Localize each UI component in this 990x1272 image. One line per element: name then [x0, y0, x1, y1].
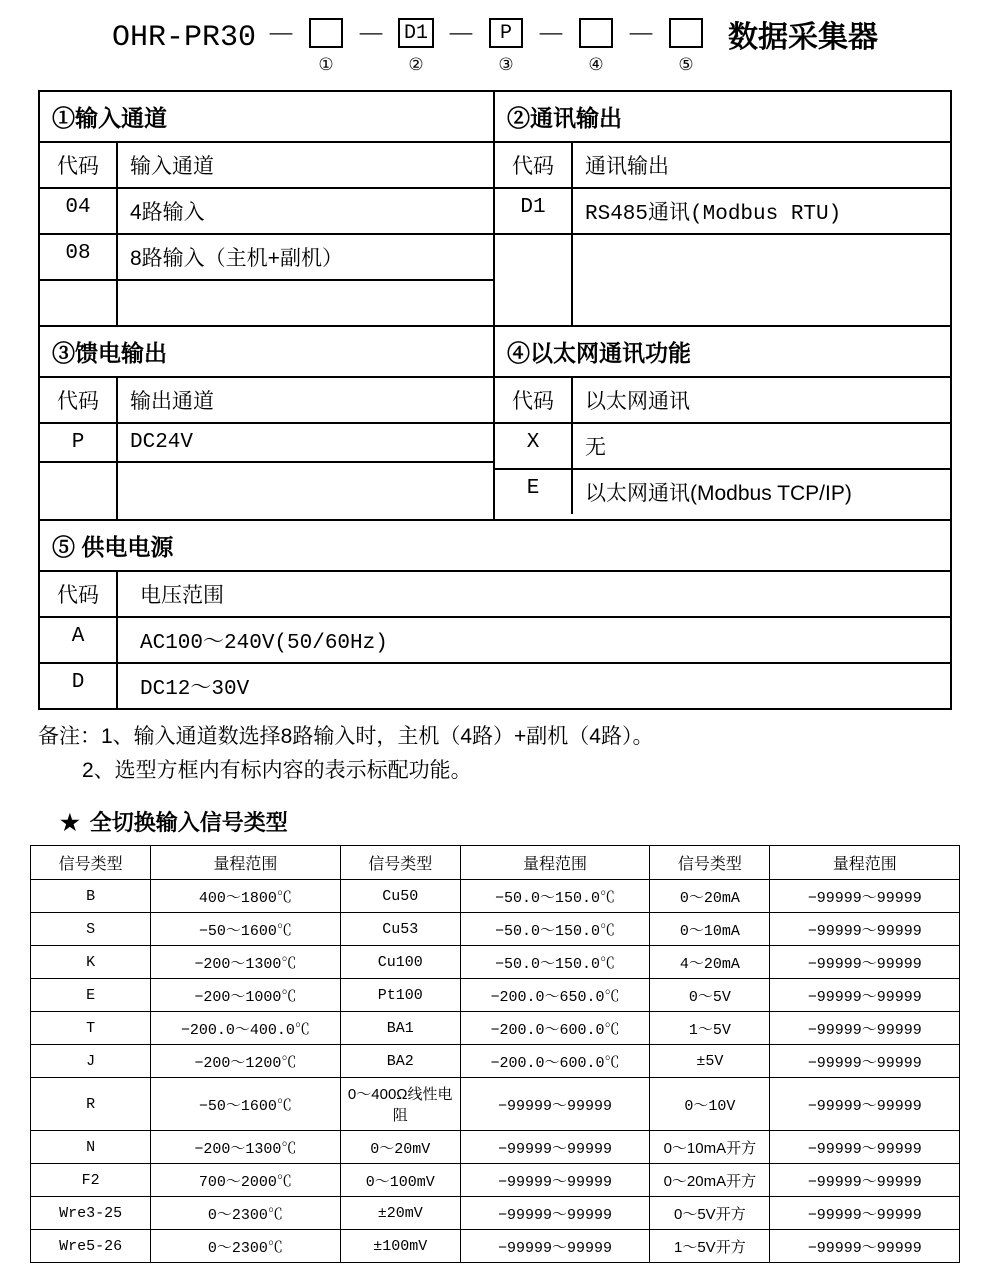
- signal-header-0: 信号类型: [31, 846, 151, 880]
- signal-cell-5-2: BA2: [340, 1045, 460, 1078]
- section-5-name-header: 电压范围: [140, 584, 224, 607]
- dash-4: －: [626, 21, 657, 55]
- signal-cell-9-2: ±20mV: [340, 1197, 460, 1230]
- signal-cell-4-0: T: [31, 1012, 151, 1045]
- signal-cell-6-3: −99999～99999: [460, 1078, 649, 1131]
- section-3-column-headers: [40, 378, 493, 424]
- signal-cell-8-1: 700～2000℃: [151, 1164, 340, 1197]
- model-segment-5: [658, 18, 714, 76]
- section-2-row-0-desc: RS485通讯(Modbus RTU): [585, 203, 842, 226]
- section-2-heading: ②通讯输出: [495, 92, 950, 143]
- signal-cell-9-4: 0～5V开方: [650, 1197, 770, 1230]
- signal-cell-1-5: −99999～99999: [770, 913, 960, 946]
- signal-header-5: 量程范围: [770, 846, 960, 880]
- signal-header-4: 信号类型: [650, 846, 770, 880]
- section-3-row-0-code: P: [40, 424, 118, 461]
- table-row[interactable]: [40, 424, 493, 463]
- selection-row-1: [40, 92, 950, 325]
- section-1-row-0-desc: 4路输入: [130, 201, 205, 224]
- section-3-code-header: 代码: [40, 378, 118, 422]
- signal-cell-8-4: 0～20mA开方: [650, 1164, 770, 1197]
- signal-cell-9-1: 0～2300℃: [151, 1197, 340, 1230]
- section-1-row-1-desc: 8路输入（主机+副机）: [130, 247, 343, 270]
- section-1-row-1-code: 08: [40, 235, 118, 279]
- signal-cell-4-4: 1～5V: [650, 1012, 770, 1045]
- signal-cell-6-4: 0～10V: [650, 1078, 770, 1131]
- signal-cell-4-5: −99999～99999: [770, 1012, 960, 1045]
- table-row: [31, 1012, 960, 1045]
- model-segment-1-number: ①: [318, 55, 334, 74]
- table-row: [31, 979, 960, 1012]
- signal-cell-1-0: S: [31, 913, 151, 946]
- signal-header-3: 量程范围: [460, 846, 649, 880]
- model-segment-3-number: ③: [498, 55, 514, 74]
- signal-cell-0-0: B: [31, 880, 151, 913]
- signal-cell-5-4: ±5V: [650, 1045, 770, 1078]
- section-3-filler-desc: [118, 463, 493, 519]
- selection-row-2: [40, 325, 950, 519]
- section-4-row-0-desc: 无: [585, 436, 606, 459]
- signal-cell-4-2: BA1: [340, 1012, 460, 1045]
- signal-cell-5-1: −200～1200℃: [151, 1045, 340, 1078]
- table-row: [31, 880, 960, 913]
- section-ethernet: [495, 327, 950, 519]
- section-1-code-header: 代码: [40, 143, 118, 187]
- model-segment-2-number: ②: [408, 55, 424, 74]
- table-row: [31, 1197, 960, 1230]
- section-2-filler-code: [495, 235, 573, 325]
- note-line-1: 备注：1、输入通道数选择8路输入时，主机（4路）+副机（4路）。: [38, 725, 654, 748]
- signal-cell-7-5: −99999～99999: [770, 1131, 960, 1164]
- section-2-code-header: 代码: [495, 143, 573, 187]
- table-row[interactable]: [40, 664, 950, 708]
- signal-header-2: 信号类型: [340, 846, 460, 880]
- model-segment-5-box[interactable]: [669, 18, 703, 48]
- section-5-row-0-desc: AC100～240V(50/60Hz): [140, 632, 388, 655]
- selection-table: [38, 90, 952, 710]
- signal-cell-5-0: J: [31, 1045, 151, 1078]
- table-row: [31, 1078, 960, 1131]
- signal-cell-2-1: −200～1300℃: [151, 946, 340, 979]
- signal-cell-7-3: −99999～99999: [460, 1131, 649, 1164]
- section-4-heading: ④以太网通讯功能: [495, 327, 950, 378]
- product-title: 数据采集器: [728, 21, 879, 54]
- signal-cell-3-3: −200.0～650.0℃: [460, 979, 649, 1012]
- signal-cell-2-2: Cu100: [340, 946, 460, 979]
- table-row: [31, 1164, 960, 1197]
- signal-cell-1-1: −50～1600℃: [151, 913, 340, 946]
- signal-cell-7-2: 0～20mV: [340, 1131, 460, 1164]
- model-segment-1-box[interactable]: [309, 18, 343, 48]
- signal-cell-9-0: Wre3-25: [31, 1197, 151, 1230]
- signal-cell-3-1: −200～1000℃: [151, 979, 340, 1012]
- signal-cell-4-1: −200.0～400.0℃: [151, 1012, 340, 1045]
- table-row[interactable]: [40, 618, 950, 664]
- model-segment-1: [298, 18, 354, 76]
- section-2-filler: [495, 235, 950, 325]
- model-name: OHR-PR30: [111, 21, 257, 55]
- signal-header-1: 量程范围: [151, 846, 340, 880]
- section-1-filler-desc: [118, 281, 493, 325]
- section-4-name-header: 以太网通讯: [585, 390, 690, 413]
- signal-cell-4-3: −200.0～600.0℃: [460, 1012, 649, 1045]
- signal-cell-10-0: Wre5-26: [31, 1230, 151, 1263]
- model-segment-4-box[interactable]: [579, 18, 613, 48]
- signal-cell-8-0: F2: [31, 1164, 151, 1197]
- section-4-row-1-desc: 以太网通讯(Modbus TCP/IP): [585, 482, 852, 505]
- section-5-row-1-code: D: [40, 664, 118, 708]
- section-power-input: [40, 521, 950, 708]
- section-3-heading: ③馈电输出: [40, 327, 493, 378]
- model-segment-3-box[interactable]: P: [489, 18, 523, 48]
- section-5-heading: ⑤ 供电电源: [40, 521, 950, 572]
- signal-cell-8-3: −99999～99999: [460, 1164, 649, 1197]
- section-2-name-header: 通讯输出: [585, 155, 669, 178]
- signal-cell-3-2: Pt100: [340, 979, 460, 1012]
- model-segment-3: [478, 18, 534, 76]
- signal-cell-9-3: −99999～99999: [460, 1197, 649, 1230]
- signal-cell-9-5: −99999～99999: [770, 1197, 960, 1230]
- signal-cell-6-5: −99999～99999: [770, 1078, 960, 1131]
- signal-table-header-row: [31, 846, 960, 880]
- table-row: [31, 1131, 960, 1164]
- section-2-filler-desc: [573, 235, 950, 325]
- table-row: [31, 913, 960, 946]
- table-row[interactable]: [40, 235, 493, 281]
- dash-2: －: [446, 21, 477, 55]
- section-input-channel: [40, 92, 495, 325]
- signal-cell-3-0: E: [31, 979, 151, 1012]
- table-row: [31, 1230, 960, 1263]
- signal-cell-10-4: 1～5V开方: [650, 1230, 770, 1263]
- signal-cell-7-0: N: [31, 1131, 151, 1164]
- table-row[interactable]: [495, 189, 950, 235]
- note-line-2: 2、选型方框内有标内容的表示标配功能。: [82, 759, 472, 782]
- section-comm-output: [495, 92, 950, 325]
- signal-cell-5-5: −99999～99999: [770, 1045, 960, 1078]
- signal-cell-10-2: ±100mV: [340, 1230, 460, 1263]
- section-4-row-0-code: X: [495, 424, 573, 468]
- signal-title-text: 全切换输入信号类型: [89, 810, 288, 835]
- signal-cell-2-3: −50.0～150.0℃: [460, 946, 649, 979]
- section-5-row-1-desc: DC12～30V: [140, 678, 250, 701]
- signal-cell-6-0: R: [31, 1078, 151, 1131]
- signal-cell-0-2: Cu50: [340, 880, 460, 913]
- section-3-row-0-desc: DC24V: [130, 431, 194, 454]
- table-row: [31, 1045, 960, 1078]
- table-row[interactable]: [495, 470, 950, 514]
- star-icon: ★: [60, 810, 80, 835]
- model-segment-4: [568, 18, 624, 76]
- section-1-filler-code: [40, 281, 118, 325]
- signal-cell-1-4: 0～10mA: [650, 913, 770, 946]
- section-3-filler: [40, 463, 493, 519]
- signal-cell-8-5: −99999～99999: [770, 1164, 960, 1197]
- signal-cell-6-1: −50～1600℃: [151, 1078, 340, 1131]
- section-5-column-headers: [40, 572, 950, 618]
- signal-cell-0-5: −99999～99999: [770, 880, 960, 913]
- signal-cell-3-5: −99999～99999: [770, 979, 960, 1012]
- section-1-heading: ①输入通道: [40, 92, 493, 143]
- section-4-row-1-code: E: [495, 470, 573, 514]
- signal-cell-0-1: 400～1800℃: [151, 880, 340, 913]
- signal-cell-2-5: −99999～99999: [770, 946, 960, 979]
- table-row[interactable]: [495, 424, 950, 470]
- signal-cell-7-4: 0～10mA开方: [650, 1131, 770, 1164]
- signal-cell-10-1: 0～2300℃: [151, 1230, 340, 1263]
- model-segment-2: [388, 18, 444, 76]
- signal-cell-10-3: −99999～99999: [460, 1230, 649, 1263]
- signal-cell-1-2: Cu53: [340, 913, 460, 946]
- table-row: [31, 946, 960, 979]
- model-code-header: [0, 0, 990, 76]
- dash-3: －: [536, 21, 567, 55]
- section-5-row-0-code: A: [40, 618, 118, 662]
- signal-cell-0-3: −50.0～150.0℃: [460, 880, 649, 913]
- section-2-column-headers: [495, 143, 950, 189]
- signal-cell-10-5: −99999～99999: [770, 1230, 960, 1263]
- section-1-column-headers: [40, 143, 493, 189]
- section-1-row-0-code: 04: [40, 189, 118, 233]
- model-segment-5-number: ⑤: [678, 55, 694, 74]
- dash-0: －: [266, 21, 297, 55]
- signal-cell-8-2: 0～100mV: [340, 1164, 460, 1197]
- section-1-filler: [40, 281, 493, 325]
- section-5-code-header: 代码: [40, 572, 118, 616]
- section-4-column-headers: [495, 378, 950, 424]
- section-power-supply-output: [40, 327, 495, 519]
- notes: [38, 720, 952, 788]
- signal-cell-3-4: 0～5V: [650, 979, 770, 1012]
- model-segment-2-box[interactable]: D1: [398, 18, 434, 48]
- signal-section-title: [60, 806, 952, 837]
- table-row[interactable]: [40, 189, 493, 235]
- selection-row-3: [40, 519, 950, 708]
- section-3-name-header: 输出通道: [130, 390, 214, 413]
- section-2-row-0-code: D1: [495, 189, 573, 233]
- section-3-filler-code: [40, 463, 118, 519]
- signal-cell-0-4: 0～20mA: [650, 880, 770, 913]
- model-segment-4-number: ④: [588, 55, 604, 74]
- section-4-code-header: 代码: [495, 378, 573, 422]
- signal-type-table: [30, 845, 960, 1263]
- dash-1: －: [356, 21, 387, 55]
- signal-cell-5-3: −200.0～600.0℃: [460, 1045, 649, 1078]
- signal-cell-1-3: −50.0～150.0℃: [460, 913, 649, 946]
- signal-cell-2-0: K: [31, 946, 151, 979]
- signal-cell-2-4: 4～20mA: [650, 946, 770, 979]
- section-1-name-header: 输入通道: [130, 155, 214, 178]
- signal-cell-6-2: 0～400Ω线性电阻: [340, 1078, 460, 1131]
- signal-cell-7-1: −200～1300℃: [151, 1131, 340, 1164]
